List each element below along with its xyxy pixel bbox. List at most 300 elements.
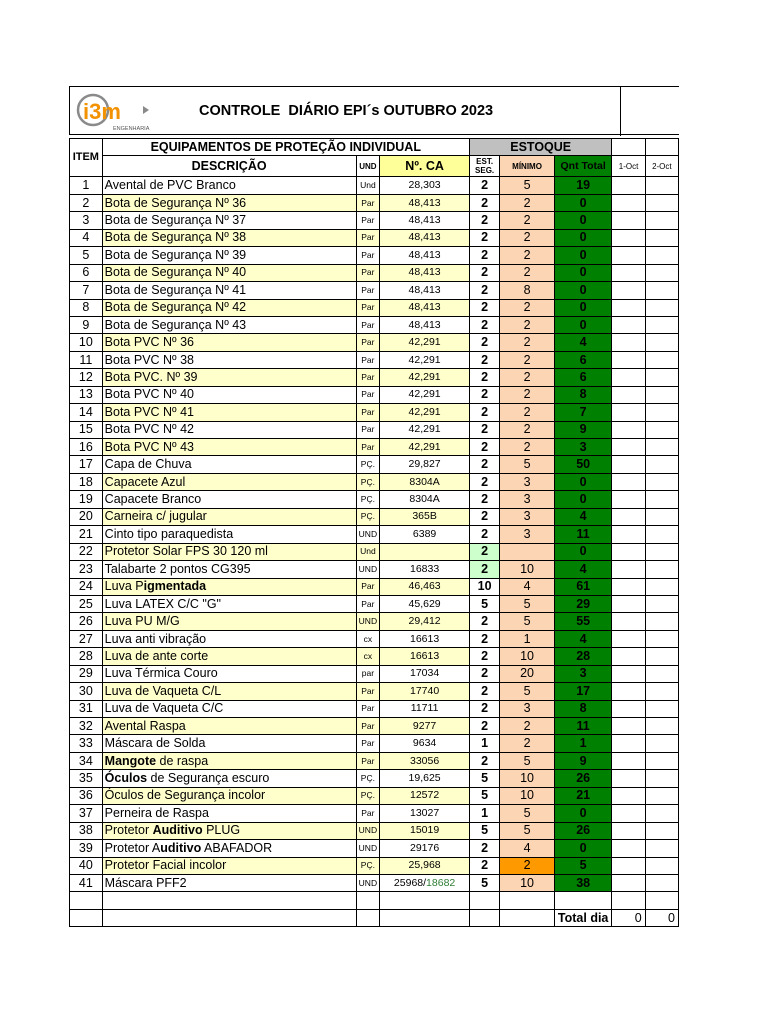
header-group: EQUIPAMENTOS DE PROTEÇÃO INDIVIDUAL — [102, 139, 469, 156]
cell-qnt-total: 3 — [554, 439, 612, 456]
cell-descricao — [102, 840, 356, 857]
cell-ca: 46,463 — [380, 578, 470, 595]
cell-minimo: 20 — [500, 665, 555, 682]
cell-day-1 — [612, 264, 645, 281]
cell-und: Par — [356, 334, 380, 351]
cell-day-1 — [612, 805, 645, 822]
cell-day-2 — [645, 718, 678, 735]
desc-text: Protetor — [104, 823, 153, 838]
empty-cell — [469, 909, 499, 926]
table-row — [70, 613, 679, 630]
cell-day-2 — [645, 194, 678, 211]
cell-est-seg: 2 — [469, 334, 499, 351]
title-row — [69, 86, 679, 135]
cell-minimo: 5 — [500, 822, 555, 839]
cell-qnt-total: 0 — [554, 491, 612, 508]
cell-descricao: Bota de Segurança Nº 40 — [102, 264, 356, 281]
cell-item: 12 — [70, 369, 103, 386]
cell-day-1 — [612, 421, 645, 438]
cell-descricao: Bota de Segurança Nº 43 — [102, 316, 356, 333]
cell-day-2 — [645, 369, 678, 386]
cell-item: 40 — [70, 857, 103, 874]
total-label: Total dia — [554, 909, 612, 926]
table-row — [70, 718, 679, 735]
cell-descricao — [102, 752, 356, 769]
cell-ca: 9634 — [380, 735, 470, 752]
cell-est-seg: 5 — [469, 822, 499, 839]
cell-descricao: Perneira de Raspa — [102, 805, 356, 822]
cell-descricao: Bota PVC Nº 41 — [102, 404, 356, 421]
cell-ca: 48,413 — [380, 282, 470, 299]
cell-descricao: Luva PU M/G — [102, 613, 356, 630]
cell-est-seg: 2 — [469, 282, 499, 299]
table-row — [70, 386, 679, 403]
cell-minimo: 2 — [500, 421, 555, 438]
cell-minimo: 2 — [500, 247, 555, 264]
cell-day-2 — [645, 386, 678, 403]
cell-und: Par — [356, 369, 380, 386]
cell-minimo: 5 — [500, 805, 555, 822]
cell-qnt-total: 26 — [554, 770, 612, 787]
cell-ca: 16613 — [380, 630, 470, 647]
cell-minimo: 3 — [500, 491, 555, 508]
cell-ca: 33056 — [380, 752, 470, 769]
cell-est-seg: 2 — [469, 718, 499, 735]
cell-item: 14 — [70, 404, 103, 421]
cell-day-1 — [612, 404, 645, 421]
desc-text: PLUG — [202, 823, 241, 838]
cell-est-seg: 2 — [469, 700, 499, 717]
table-row — [70, 177, 679, 194]
cell-descricao: Bota PVC Nº 36 — [102, 334, 356, 351]
cell-qnt-total: 0 — [554, 264, 612, 281]
cell-est-seg: 2 — [469, 491, 499, 508]
cell-day-2 — [645, 177, 678, 194]
cell-minimo: 2 — [500, 386, 555, 403]
cell-item: 29 — [70, 665, 103, 682]
cell-descricao: Avental Raspa — [102, 718, 356, 735]
table-row — [70, 805, 679, 822]
company-logo — [73, 92, 151, 132]
cell-minimo: 10 — [500, 770, 555, 787]
page-title: CONTROLE DIÁRIO EPI´s OUTUBRO 2023 — [199, 103, 494, 119]
cell-qnt-total: 19 — [554, 177, 612, 194]
cell-qnt-total: 7 — [554, 404, 612, 421]
cell-day-1 — [612, 700, 645, 717]
cell-est-seg: 2 — [469, 264, 499, 281]
cell-day-2 — [645, 491, 678, 508]
cell-day-1 — [612, 282, 645, 299]
empty-cell — [70, 909, 103, 926]
cell-qnt-total: 5 — [554, 857, 612, 874]
cell-est-seg: 5 — [469, 874, 499, 891]
cell-item: 6 — [70, 264, 103, 281]
cell-day-2 — [645, 805, 678, 822]
header-day-2: 2-Oct — [645, 156, 678, 177]
cell-day-2 — [645, 613, 678, 630]
cell-qnt-total: 8 — [554, 386, 612, 403]
cell-qnt-total: 6 — [554, 369, 612, 386]
cell-item: 17 — [70, 456, 103, 473]
cell-und: Par — [356, 805, 380, 822]
cell-qnt-total: 17 — [554, 683, 612, 700]
cell-ca: 48,413 — [380, 299, 470, 316]
cell-item: 4 — [70, 229, 103, 246]
cell-minimo: 3 — [500, 700, 555, 717]
cell-ca: 29176 — [380, 840, 470, 857]
cell-est-seg: 2 — [469, 386, 499, 403]
cell-est-seg: 2 — [469, 369, 499, 386]
cell-qnt-total: 38 — [554, 874, 612, 891]
cell-est-seg: 2 — [469, 648, 499, 665]
cell-qnt-total: 0 — [554, 805, 612, 822]
cell-item: 8 — [70, 299, 103, 316]
cell-minimo: 2 — [500, 369, 555, 386]
cell-est-seg: 2 — [469, 473, 499, 490]
cell-und: UND — [356, 526, 380, 543]
cell-est-seg: 2 — [469, 665, 499, 682]
cell-est-seg: 2 — [469, 526, 499, 543]
cell-est-seg: 2 — [469, 630, 499, 647]
cell-und: Par — [356, 700, 380, 717]
cell-item: 28 — [70, 648, 103, 665]
cell-minimo: 4 — [500, 578, 555, 595]
empty-cell — [500, 909, 555, 926]
table-row — [70, 491, 679, 508]
cell-item: 31 — [70, 700, 103, 717]
table-row — [70, 526, 679, 543]
table-row — [70, 595, 679, 612]
cell-und: PÇ. — [356, 508, 380, 525]
cell-qnt-total: 11 — [554, 718, 612, 735]
header-descricao: DESCRIÇÃO — [102, 156, 356, 177]
cell-minimo: 3 — [500, 508, 555, 525]
cell-day-2 — [645, 561, 678, 578]
cell-minimo: 4 — [500, 840, 555, 857]
cell-und: Par — [356, 264, 380, 281]
cell-day-1 — [612, 526, 645, 543]
cell-day-1 — [612, 874, 645, 891]
table-row — [70, 316, 679, 333]
cell-est-seg: 2 — [469, 439, 499, 456]
ca-secondary: 18682 — [426, 876, 456, 889]
cell-item: 20 — [70, 508, 103, 525]
logo-text: i3m — [83, 99, 121, 124]
cell-day-1 — [612, 473, 645, 490]
desc-text-bold: igmentada — [143, 579, 207, 594]
table-row — [70, 857, 679, 874]
cell-qnt-total: 21 — [554, 787, 612, 804]
cell-minimo: 2 — [500, 316, 555, 333]
cell-descricao: Carneira c/ jugular — [102, 508, 356, 525]
cell-minimo: 2 — [500, 194, 555, 211]
cell-item: 11 — [70, 351, 103, 368]
cell-qnt-total: 0 — [554, 543, 612, 560]
table-row — [70, 770, 679, 787]
cell-item: 1 — [70, 177, 103, 194]
cell-day-2 — [645, 526, 678, 543]
cell-und: UND — [356, 613, 380, 630]
cell-qnt-total: 61 — [554, 578, 612, 595]
cell-minimo: 5 — [500, 456, 555, 473]
header-est-seg — [469, 156, 499, 177]
cell-descricao: Capa de Chuva — [102, 456, 356, 473]
header-estoque: ESTOQUE — [469, 139, 612, 156]
table-row — [70, 735, 679, 752]
empty-cell — [356, 892, 380, 909]
cell-und: UND — [356, 874, 380, 891]
cell-qnt-total: 0 — [554, 473, 612, 490]
cell-est-seg: 5 — [469, 770, 499, 787]
cell-ca: 11711 — [380, 700, 470, 717]
empty-cell — [469, 892, 499, 909]
cell-ca: 6389 — [380, 526, 470, 543]
cell-und: Par — [356, 578, 380, 595]
cell-descricao: Bota PVC Nº 42 — [102, 421, 356, 438]
title-blank-cell — [620, 87, 680, 136]
day-2-total: 0 — [645, 909, 678, 926]
cell-day-2 — [645, 857, 678, 874]
table-row — [70, 421, 679, 438]
header-und: UND — [356, 156, 380, 177]
cell-minimo — [500, 543, 555, 560]
cell-descricao: Bota de Segurança Nº 42 — [102, 299, 356, 316]
cell-ca: 15019 — [380, 822, 470, 839]
cell-day-2 — [645, 247, 678, 264]
cell-minimo: 5 — [500, 595, 555, 612]
cell-day-1 — [612, 212, 645, 229]
cell-qnt-total: 8 — [554, 700, 612, 717]
cell-est-seg: 2 — [469, 857, 499, 874]
empty-cell — [612, 892, 645, 909]
cell-day-2 — [645, 840, 678, 857]
cell-descricao — [102, 822, 356, 839]
cell-ca: 42,291 — [380, 369, 470, 386]
cell-est-seg: 2 — [469, 456, 499, 473]
cell-item: 5 — [70, 247, 103, 264]
cell-qnt-total: 0 — [554, 282, 612, 299]
cell-ca: 42,291 — [380, 421, 470, 438]
cell-descricao: Máscara PFF2 — [102, 874, 356, 891]
table-row — [70, 456, 679, 473]
header-blank-2 — [645, 139, 678, 156]
cell-descricao: Bota PVC Nº 40 — [102, 386, 356, 403]
cell-day-2 — [645, 874, 678, 891]
cell-ca: 48,413 — [380, 194, 470, 211]
cell-und: Und — [356, 177, 380, 194]
cell-day-2 — [645, 578, 678, 595]
cell-day-1 — [612, 665, 645, 682]
cell-qnt-total: 9 — [554, 421, 612, 438]
cell-day-2 — [645, 456, 678, 473]
cell-minimo: 2 — [500, 334, 555, 351]
cell-minimo: 2 — [500, 439, 555, 456]
header-minimo: MÍNIMO — [500, 156, 555, 177]
table-row — [70, 543, 679, 560]
cell-day-1 — [612, 648, 645, 665]
cell-est-seg: 1 — [469, 805, 499, 822]
cell-und: Par — [356, 247, 380, 264]
cell-minimo: 2 — [500, 229, 555, 246]
header-qnt-total: Qnt Total — [554, 156, 612, 177]
header-est-seg-1: EST. — [476, 157, 494, 167]
cell-day-2 — [645, 404, 678, 421]
cell-est-seg: 2 — [469, 351, 499, 368]
cell-day-1 — [612, 456, 645, 473]
cell-und: UND — [356, 840, 380, 857]
empty-cell — [102, 892, 356, 909]
cell-und: Par — [356, 718, 380, 735]
cell-und: Par — [356, 282, 380, 299]
cell-qnt-total: 28 — [554, 648, 612, 665]
cell-item: 23 — [70, 561, 103, 578]
cell-descricao: Talabarte 2 pontos CG395 — [102, 561, 356, 578]
table-row — [70, 334, 679, 351]
cell-qnt-total: 50 — [554, 456, 612, 473]
cell-qnt-total: 0 — [554, 229, 612, 246]
cell-day-1 — [612, 334, 645, 351]
cell-qnt-total: 0 — [554, 840, 612, 857]
cell-qnt-total: 0 — [554, 212, 612, 229]
cell-day-2 — [645, 351, 678, 368]
cell-item: 18 — [70, 473, 103, 490]
empty-cell — [645, 892, 678, 909]
cell-und: Par — [356, 683, 380, 700]
table-row — [70, 700, 679, 717]
cell-est-seg: 2 — [469, 212, 499, 229]
cell-descricao: Bota de Segurança Nº 36 — [102, 194, 356, 211]
cell-qnt-total: 9 — [554, 752, 612, 769]
cell-day-2 — [645, 299, 678, 316]
cell-est-seg: 2 — [469, 247, 499, 264]
cell-day-2 — [645, 770, 678, 787]
cell-day-1 — [612, 508, 645, 525]
cell-item: 32 — [70, 718, 103, 735]
cell-und: UND — [356, 561, 380, 578]
cell-item: 30 — [70, 683, 103, 700]
cell-est-seg: 2 — [469, 683, 499, 700]
cell-item: 26 — [70, 613, 103, 630]
cell-day-1 — [612, 229, 645, 246]
cell-qnt-total: 4 — [554, 508, 612, 525]
total-row — [70, 909, 679, 926]
cell-item: 22 — [70, 543, 103, 560]
cell-est-seg: 5 — [469, 787, 499, 804]
cell-day-2 — [645, 595, 678, 612]
cell-item: 38 — [70, 822, 103, 839]
table-row — [70, 229, 679, 246]
cell-day-1 — [612, 735, 645, 752]
cell-descricao: Máscara de Solda — [102, 735, 356, 752]
cell-minimo: 2 — [500, 351, 555, 368]
cell-item: 41 — [70, 874, 103, 891]
cell-qnt-total: 1 — [554, 735, 612, 752]
desc-text-bold: Auditivo — [152, 823, 203, 838]
cell-day-1 — [612, 578, 645, 595]
table-row — [70, 752, 679, 769]
cell-day-1 — [612, 247, 645, 264]
cell-day-1 — [612, 770, 645, 787]
table-row — [70, 840, 679, 857]
cell-ca: 25,968 — [380, 857, 470, 874]
table-row — [70, 351, 679, 368]
cell-qnt-total: 3 — [554, 665, 612, 682]
cell-day-1 — [612, 561, 645, 578]
cell-minimo: 2 — [500, 735, 555, 752]
cell-day-1 — [612, 543, 645, 560]
cell-day-1 — [612, 439, 645, 456]
cell-und: PÇ. — [356, 857, 380, 874]
table-row — [70, 282, 679, 299]
cell-ca: 42,291 — [380, 334, 470, 351]
cell-ca: 8304A — [380, 491, 470, 508]
cell-und: Par — [356, 212, 380, 229]
cell-est-seg: 1 — [469, 735, 499, 752]
cell-ca — [380, 543, 470, 560]
cell-minimo: 10 — [500, 874, 555, 891]
cell-item: 9 — [70, 316, 103, 333]
cell-item: 33 — [70, 735, 103, 752]
cell-est-seg: 10 — [469, 578, 499, 595]
table-row — [70, 578, 679, 595]
cell-minimo: 5 — [500, 177, 555, 194]
cell-day-2 — [645, 282, 678, 299]
cell-und: Par — [356, 316, 380, 333]
cell-ca: 16833 — [380, 561, 470, 578]
header-day-1: 1-Oct — [612, 156, 645, 177]
cell-und: PÇ. — [356, 473, 380, 490]
empty-row — [70, 892, 679, 909]
cell-descricao: Avental de PVC Branco — [102, 177, 356, 194]
cell-und: PÇ. — [356, 787, 380, 804]
cell-ca: 28,303 — [380, 177, 470, 194]
cell-ca: 29,412 — [380, 613, 470, 630]
cell-day-2 — [645, 683, 678, 700]
cell-item: 36 — [70, 787, 103, 804]
cell-descricao: Luva Térmica Couro — [102, 665, 356, 682]
cell-day-1 — [612, 718, 645, 735]
cell-minimo: 2 — [500, 404, 555, 421]
header-blank-1 — [612, 139, 645, 156]
epi-table — [69, 138, 679, 927]
cell-descricao: Bota de Segurança Nº 39 — [102, 247, 356, 264]
empty-cell — [380, 892, 470, 909]
cell-ca: 48,413 — [380, 247, 470, 264]
cell-descricao: Protetor Facial incolor — [102, 857, 356, 874]
cell-day-2 — [645, 421, 678, 438]
cell-day-2 — [645, 473, 678, 490]
cell-est-seg: 2 — [469, 316, 499, 333]
table-row — [70, 194, 679, 211]
table-row — [70, 665, 679, 682]
cell-day-1 — [612, 386, 645, 403]
cell-qnt-total: 4 — [554, 561, 612, 578]
header-ca: Nº. CA — [380, 156, 470, 177]
cell-est-seg: 2 — [469, 752, 499, 769]
cell-item: 10 — [70, 334, 103, 351]
cell-minimo: 2 — [500, 718, 555, 735]
cell-est-seg: 5 — [469, 595, 499, 612]
cell-item: 7 — [70, 282, 103, 299]
cell-ca: 25968/18682 — [380, 874, 470, 891]
cell-day-1 — [612, 316, 645, 333]
desc-text-bold: uditivo — [160, 840, 202, 855]
cell-und: UND — [356, 822, 380, 839]
cell-est-seg: 2 — [469, 299, 499, 316]
cell-qnt-total: 26 — [554, 822, 612, 839]
cell-day-1 — [612, 683, 645, 700]
cell-item: 24 — [70, 578, 103, 595]
